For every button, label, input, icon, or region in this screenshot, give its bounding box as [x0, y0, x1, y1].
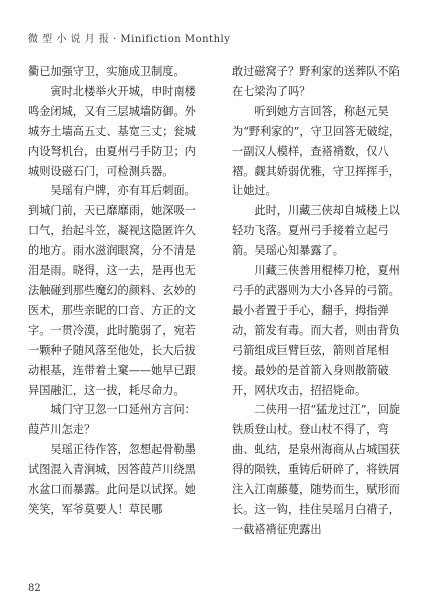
- paragraph: 吴瑶有户牌，亦有耳后刺面。到城门前，天已靡靡雨，她深吸一口气，抬起斗笠，凝视这隐匿许久的地方。雨水滋润眼窝，分不清是泪是雨。晓得，这一去，是再也无法触碰到那些魔幻的颜料、玄妙的医术，那些亲昵的口音、方正的文字。一贯冷漠，此时脆弱了，宛若一颗种子随风落至他处，长大后拔动根基，连带着土窠——她早已跟异国融汇，这一拔，耗尽命力。: [28, 184, 196, 397]
- paragraph: 城门守卫忽一口延州方言问：葭芦川怎走？: [28, 403, 196, 437]
- paragraph: 听到她方言回答，称赵元昊为“野利家的”，守卫回答无破绽，一副汉人模样，查褡褙数，仅八褶。觑其娇弱优雅，守卫挥挥手，让她过。: [232, 104, 401, 198]
- paragraph: 二侠用一招“猛龙过江”，回旋铁质登山杖。登山杖不得了，弯曲、虬结，是泉州海商从占城国获得的陨铁，重铸后研碎了，将铁屑注入江南藤蔓，随势而生，赋形而长。这一钩，挂住吴瑶月白褙子，一截褡褙征兜露出: [232, 403, 401, 536]
- paragraph: 寅时北楼举火开城，申时南楼鸣金闭城，又有三层城墙防御。外城夯土墙高五丈、基宽三丈；瓮城内设弩机台，由夏州弓手防卫；内城则设磁石门，可检测兵器。: [28, 84, 196, 178]
- page-number: 82: [28, 583, 41, 594]
- paragraph: 敢过磁窝子？野利家的送葬队不陷在七梁沟了吗？: [232, 65, 400, 98]
- paragraph: 吴瑶正待作答，忽想起骨勒墨试图混入青涧城，因答葭芦川绕黑水盆口而暴露。此问是以试探。她笑笑，军爷莫要人！草民哪: [28, 443, 196, 516]
- paragraph: 衢已加强守卫，实施成卫制度。: [28, 65, 185, 78]
- running-header: 微 型 小 说 月 报 · Minifiction Monthly: [28, 34, 231, 45]
- paragraph: 此时，川藏三侠却自城楼上以轻功飞落。夏州弓手接着立起弓箭。吴瑶心知暴露了。: [232, 204, 400, 258]
- left-column: [28, 62, 204, 520]
- right-column: [232, 62, 408, 540]
- paragraph: 川藏三侠善用棍棒刀枪，夏州弓手的武器则为大小各异的弓箭。最小者置于手心，翻手，拇指弹动，箭发有毒。而大者，则由背负弓箭组成巨臂巨弦，箭则首尾相接。最妙的是首箭入身则散箭破开，网状攻击，招招毙命。: [232, 264, 400, 397]
